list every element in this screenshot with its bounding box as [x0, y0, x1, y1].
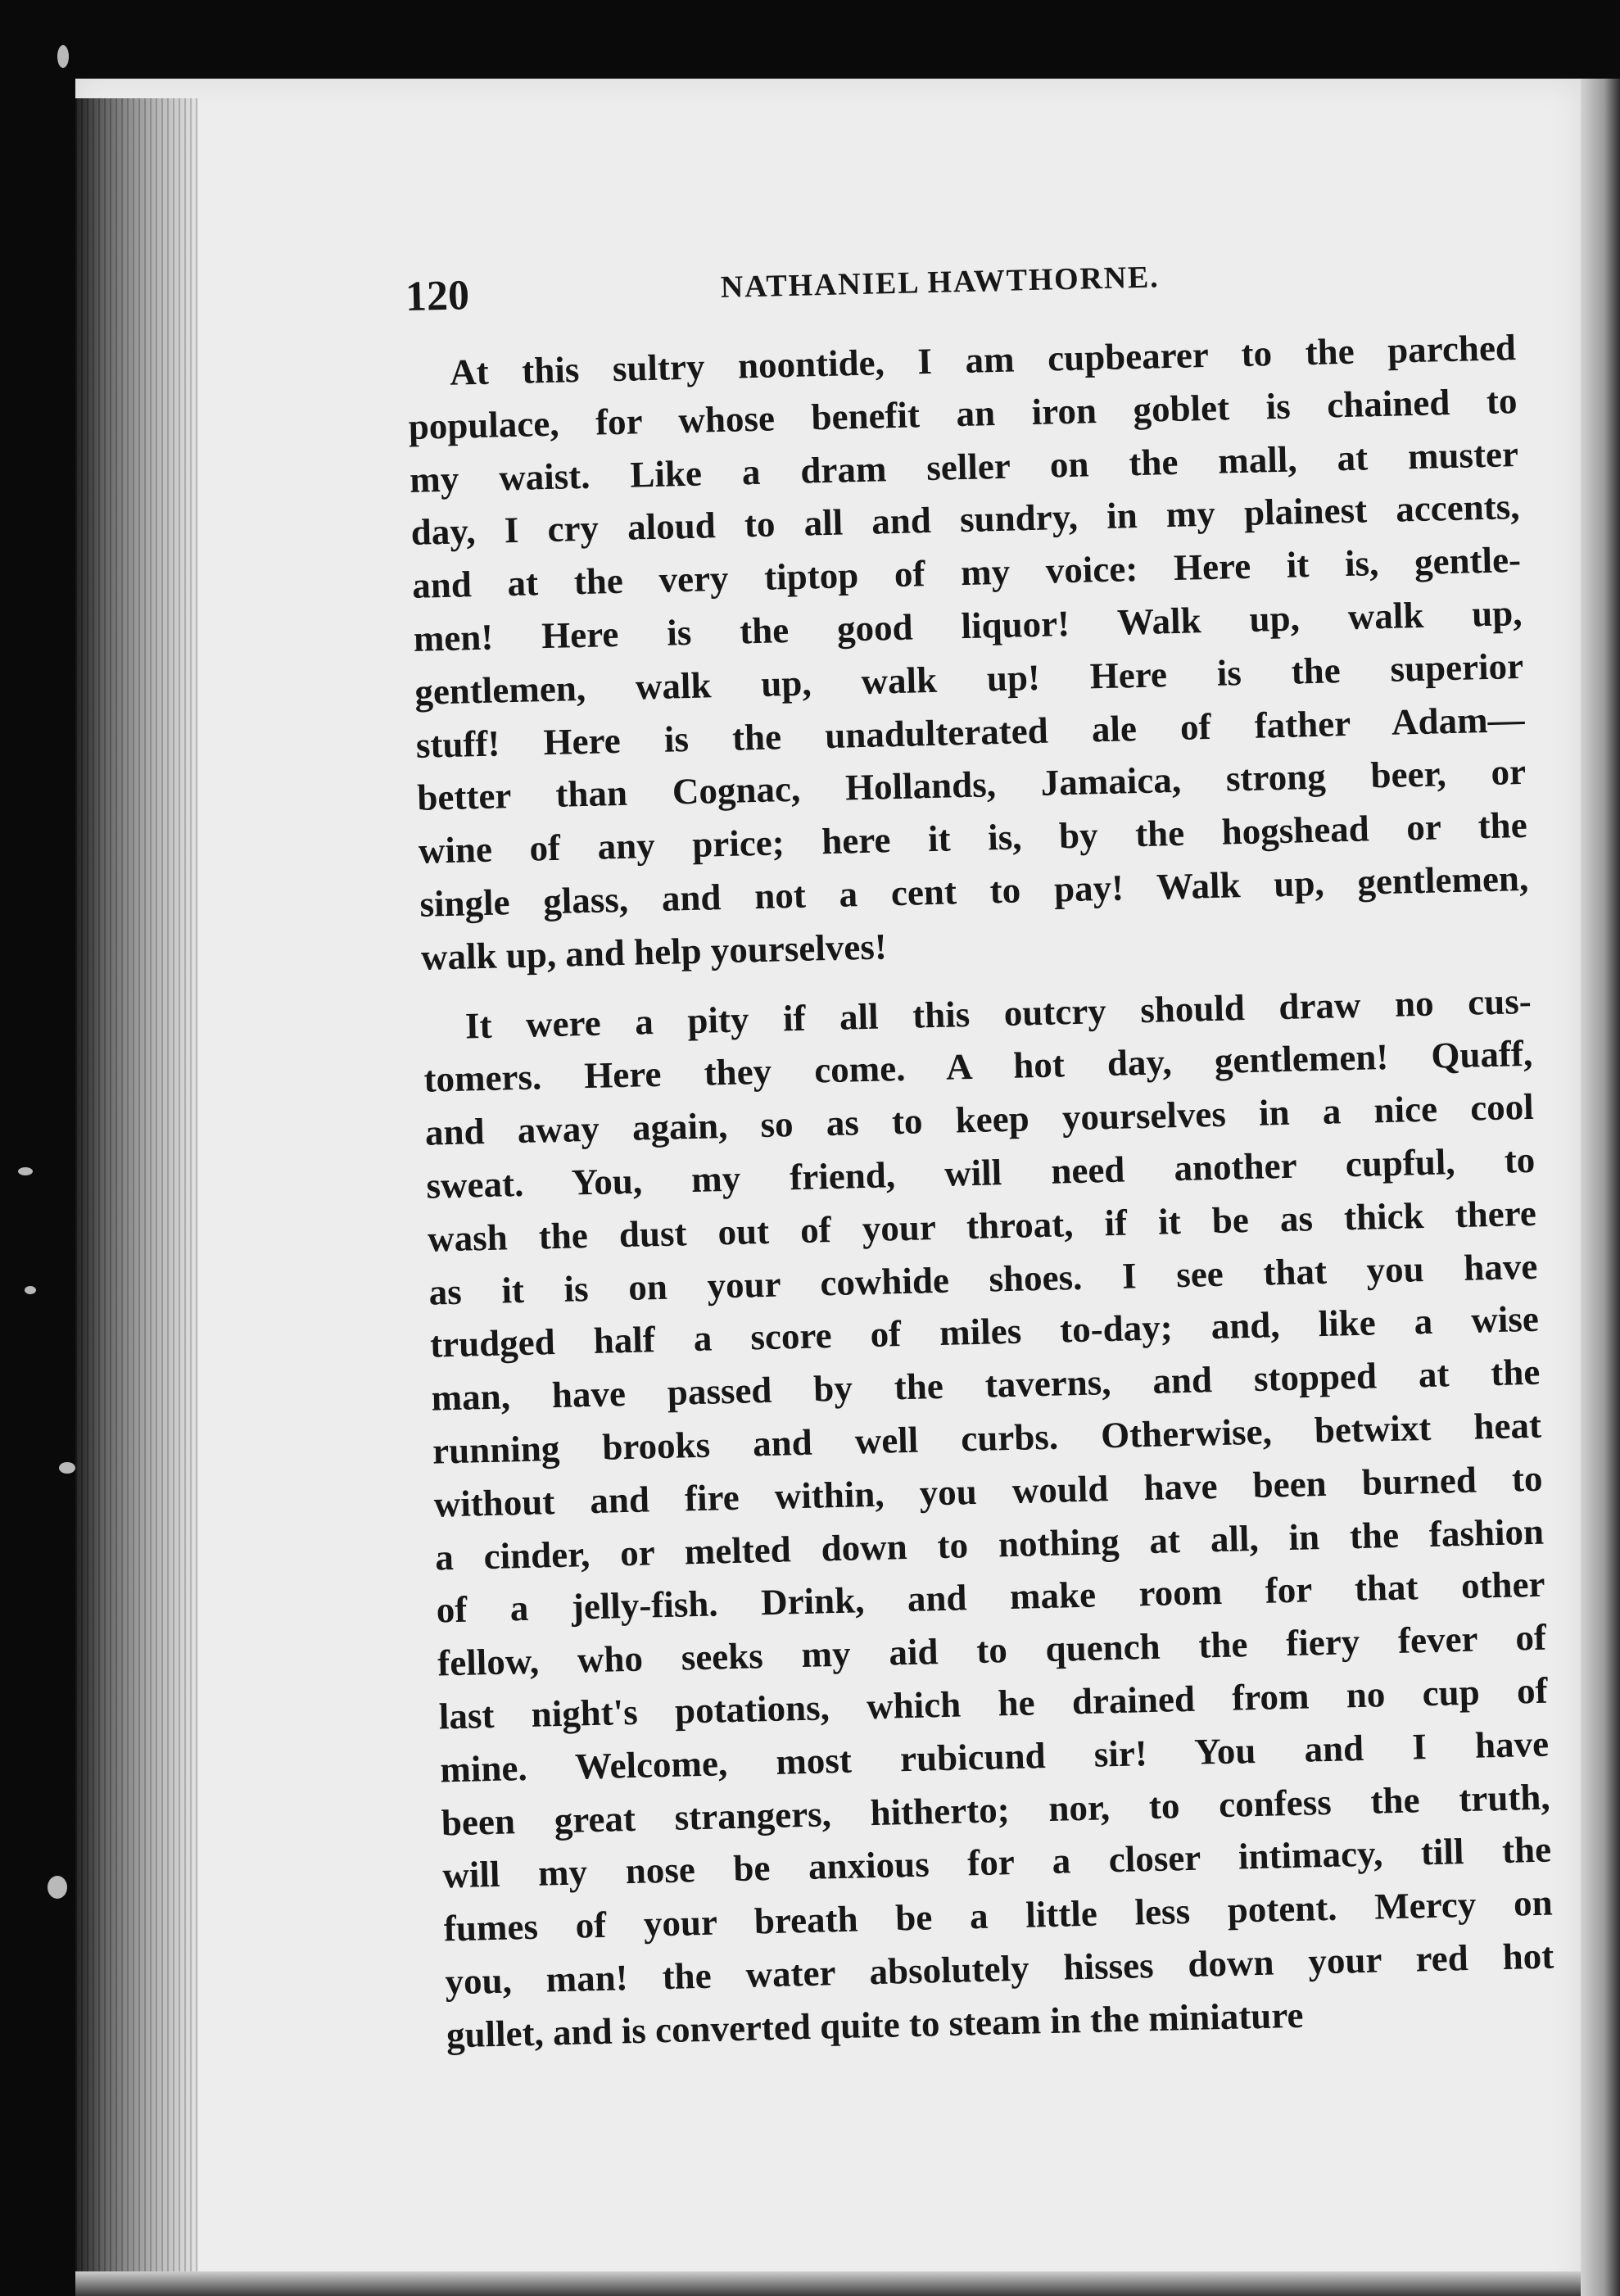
- page-number: 120: [405, 272, 470, 320]
- text-line: gentlemen, walk up, walk up! Here is the superior: [414, 645, 1524, 713]
- text-line: fellow, who seeks my aid to quench the fiery fever of: [437, 1616, 1547, 1684]
- scan-speck: [57, 45, 69, 68]
- text-line: mine. Welcome, most rubicund sir! You and I have: [439, 1723, 1550, 1791]
- scan-speck: [18, 1167, 33, 1175]
- text-line: stuff! Here is the unadulterated ale of father Adam—: [415, 698, 1526, 766]
- bottom-page-edge: [75, 2271, 1581, 2296]
- text-line: a cinder, or melted down to nothing at all, in the fashion: [434, 1510, 1545, 1578]
- text-line: It were a pity if all this outcry should draw no cus-: [464, 980, 1532, 1047]
- scan-speck: [48, 1876, 67, 1899]
- text-line: last night's potations, which he drained from no cup of: [438, 1669, 1549, 1737]
- text-line: men! Here is the good liquor! Walk up, walk up,: [413, 591, 1523, 659]
- text-line: better than Cognac, Hollands, Jamaica, strong beer, or: [416, 751, 1527, 819]
- paragraph-2: [422, 974, 1555, 2061]
- text-line: running brooks and well curbs. Otherwise, betwixt heat: [432, 1404, 1542, 1472]
- page-gutter-texture: [75, 98, 198, 2296]
- text-line: single glass, and not a cent to pay! Walk up, gentlemen,: [419, 857, 1529, 925]
- right-page-edge: [1581, 79, 1620, 2296]
- text-line: tomers. Here they come. A hot day, gentlemen! Quaff,: [423, 1033, 1533, 1101]
- paragraph-1: [406, 321, 1530, 984]
- scan-speck: [25, 1286, 36, 1294]
- text-line: you, man! the water absolutely hisses down your red hot: [444, 1935, 1554, 2003]
- text-line: my waist. Like a dram seller on the mall, at muster: [409, 432, 1519, 500]
- running-head: NATHANIEL HAWTHORNE.: [720, 260, 1160, 305]
- text-line: sweat. You, my friend, will need another cupful, to: [425, 1139, 1536, 1207]
- text-line: without and fire within, you would have been burned to: [433, 1457, 1543, 1525]
- text-line: fumes of your breath be a little less potent. Mercy on: [443, 1882, 1554, 1950]
- text-line: will my nose be anxious for a closer intimacy, till the: [441, 1828, 1552, 1896]
- text-line: walk up, and help yourselves!: [420, 926, 888, 978]
- text-line: At this sultry noontide, I am cupbearer to the parched: [449, 327, 1517, 393]
- text-line: and at the very tiptop of my voice: Here it is, gentle-: [411, 539, 1522, 607]
- text-line: populace, for whose benefit an iron goblet is chained to: [408, 379, 1518, 447]
- text-line: as it is on your cowhide shoes. I see that you have: [428, 1245, 1538, 1313]
- text-line: gullet, and is converted quite to steam in the miniature: [446, 1994, 1304, 2056]
- text-line: and away again, so as to keep yourselves in a nice cool: [424, 1085, 1535, 1153]
- document-content: [405, 236, 1555, 2062]
- text-line: been great strangers, hitherto; nor, to confess the truth,: [441, 1776, 1551, 1843]
- text-line: wash the dust out of your throat, if it be as thick there: [427, 1192, 1537, 1260]
- text-line: wine of any price; here it is, by the hogshead or the: [418, 804, 1528, 872]
- text-line: man, have passed by the taverns, and stopped at the: [431, 1351, 1541, 1419]
- scan-speck: [59, 1462, 75, 1474]
- text-line: day, I cry aloud to all and sundry, in my plainest accents,: [410, 486, 1520, 554]
- text-line: trudged half a score of miles to-day; and, like a wise: [429, 1298, 1540, 1365]
- text-line: of a jelly-fish. Drink, and make room for that other: [436, 1563, 1546, 1631]
